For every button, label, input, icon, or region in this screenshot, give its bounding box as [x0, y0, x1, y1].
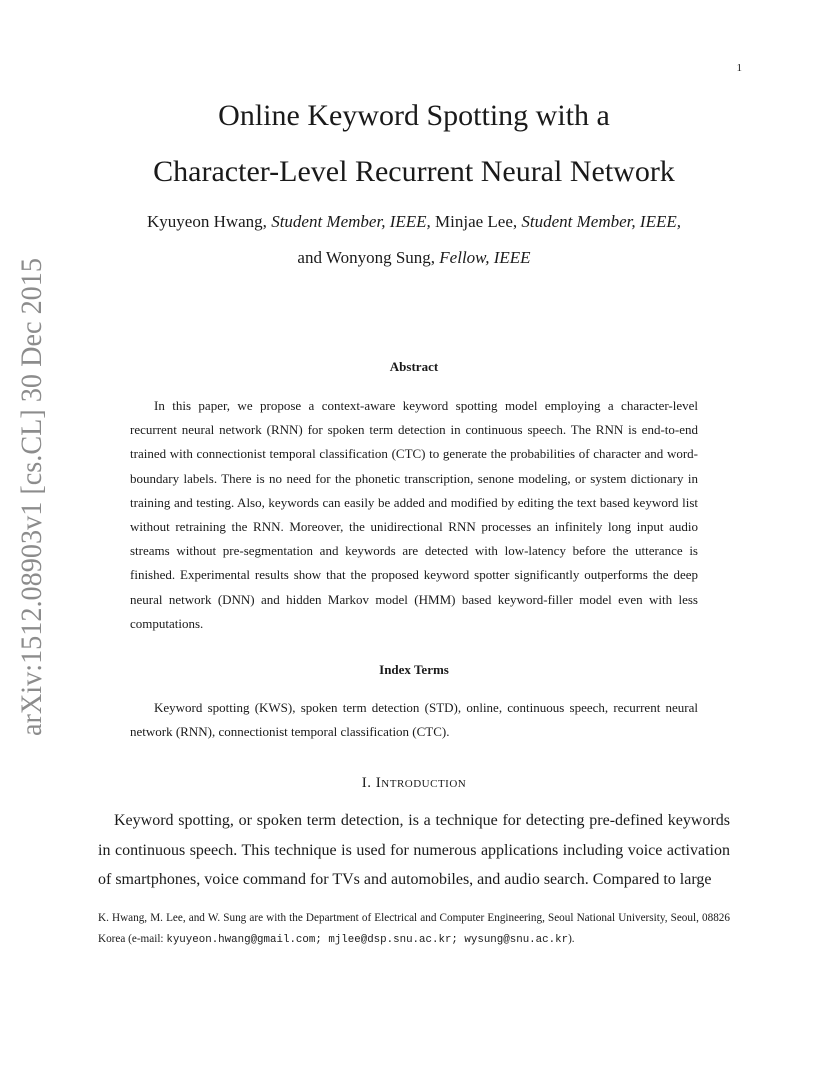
author-list — [60, 204, 768, 276]
title-line-2: Character-Level Recurrent Neural Network — [153, 155, 675, 188]
page-number: 1 — [736, 62, 742, 74]
author-1-role: Student Member, IEEE, — [271, 212, 431, 231]
paper-title — [60, 88, 768, 200]
abstract-text: In this paper, we propose a context-aware keyword spotting model employing a character-level recurrent neural network (RNN) for spoken term detection in continuous speech. The RNN is end-to-end trained with connectionist temporal classification (CTC) to generate the probabilities of character and word-boundary labels. There is no need for the phonetic transcription, senone modeling, or system dictionary in training and testing. Also, keywords can easily be added and modified by editing the text based keyword list without retraining the RNN. Moreover, the unidirectional RNN processes an infinitely long input audio streams without pre-segmentation and keywords are detected with low-latency before the utterance is finished. Experimental results show that the proposed keyword spotter significantly outperforms the deep neural network (DNN) and hidden Markov model (HMM) based keyword-filler model even with less computations. — [130, 398, 698, 631]
abstract-heading: Abstract — [389, 359, 439, 374]
section-title: Introduction — [375, 775, 467, 791]
section-number: I. — [361, 775, 376, 791]
author-2-role: Student Member, IEEE, — [521, 212, 681, 231]
arxiv-identifier-stamp — [15, 227, 48, 736]
author-3-role: Fellow, IEEE — [439, 248, 531, 267]
author-2-name: Minjae Lee, — [430, 212, 522, 231]
introduction-text: Keyword spotting, or spoken term detection, is a technique for detecting pre-defined keywords in continuous speech. This technique is used for numerous applications including voice activation of smartphones, voice command for TVs and automobiles, and audio search. Compared to large — [98, 812, 730, 888]
introduction-heading — [60, 775, 768, 792]
title-line-1: Online Keyword Spotting with a — [218, 99, 610, 132]
footnote-close: ). — [568, 933, 575, 945]
footnote-emails: kyuyeon.hwang@gmail.com; mjlee@dsp.snu.ac.kr; wysung@snu.ac.kr — [166, 934, 569, 946]
arxiv-stamp-text: arXiv:1512.08903v1 [cs.CL] 30 Dec 2015 — [15, 227, 48, 736]
index-terms-heading: Index Terms — [379, 662, 449, 677]
footnote-text: K. Hwang, M. Lee, and W. Sung are with the Department of Electrical and Computer Engineering, Seoul National University, Seoul, 08826 Korea (e-mail: — [98, 912, 730, 945]
author-3-name: and Wonyong Sung, — [297, 248, 440, 267]
author-1-name: Kyuyeon Hwang, — [147, 212, 272, 231]
author-affiliation-footnote — [98, 908, 730, 951]
index-terms-text: Keyword spotting (KWS), spoken term detection (STD), online, continuous speech, recurrent neural network (RNN), connectionist temporal classification (CTC). — [130, 700, 698, 740]
